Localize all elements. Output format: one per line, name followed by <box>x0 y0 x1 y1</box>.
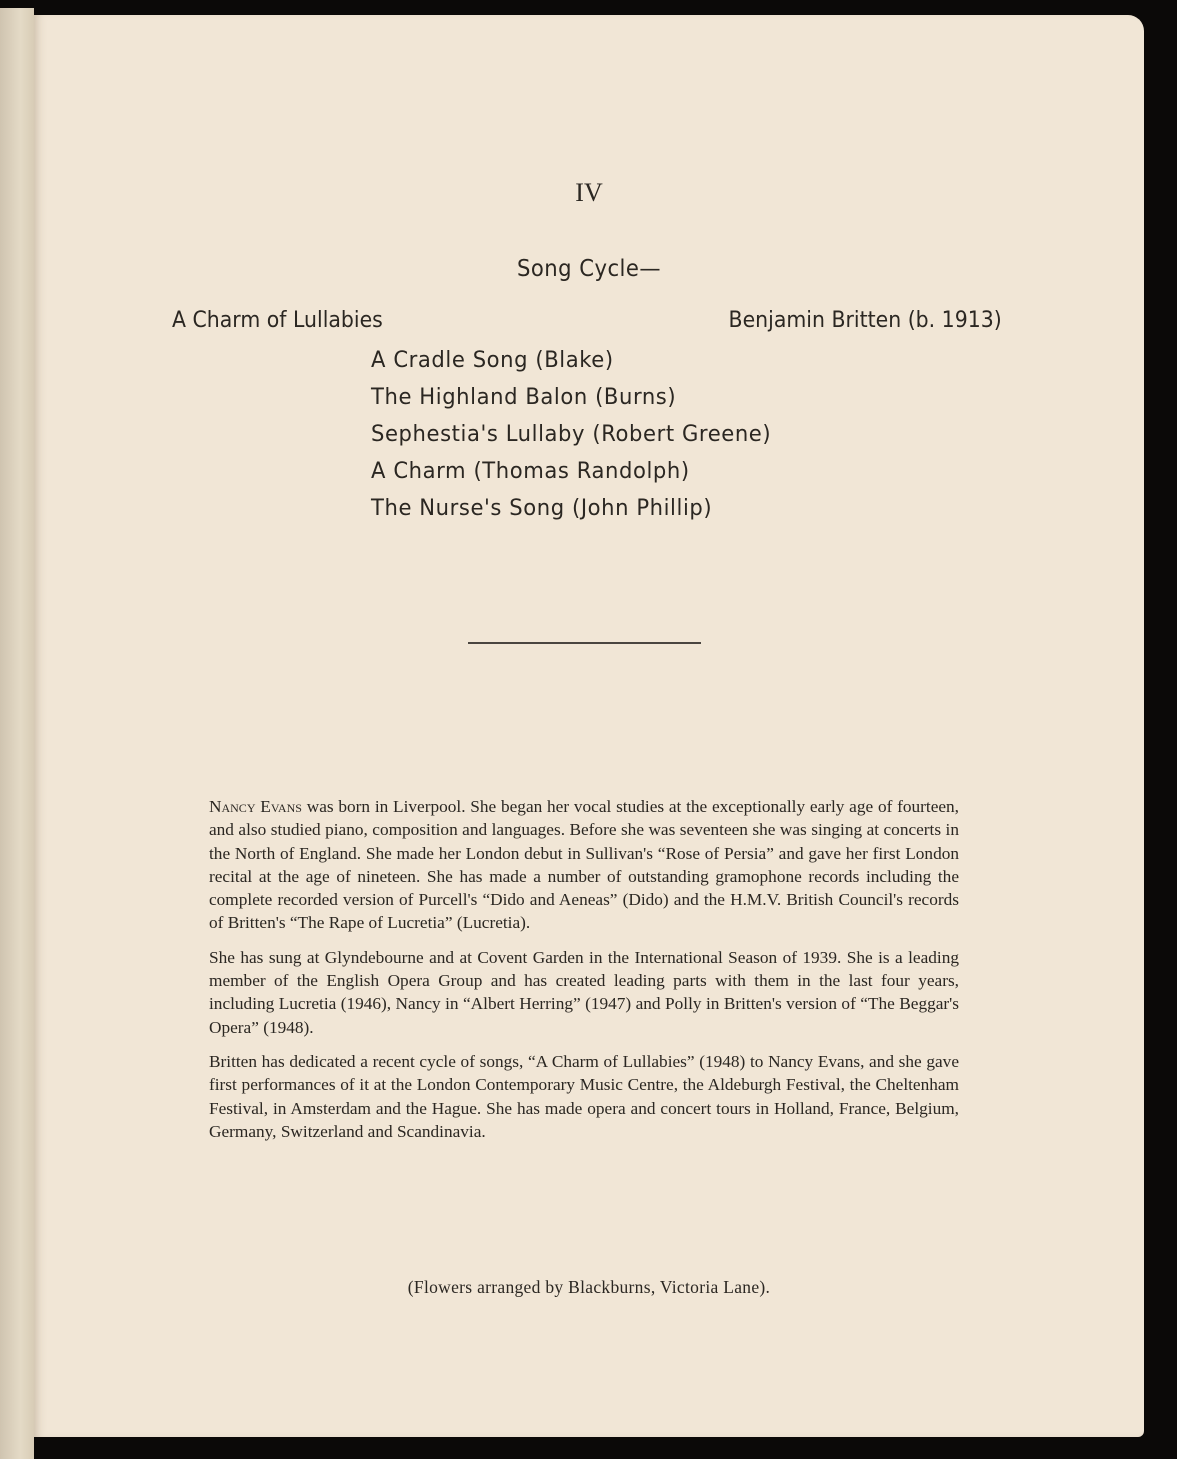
facing-page-edge <box>0 8 34 1459</box>
song-item: The Nurse's Song (John Phillip) <box>371 496 713 521</box>
song-item: A Charm (Thomas Randolph) <box>371 459 690 484</box>
song-item: Sephestia's Lullaby (Robert Greene) <box>371 422 772 447</box>
song-item: A Cradle Song (Blake) <box>371 348 614 373</box>
program-page <box>34 15 1144 1437</box>
work-composer: Benjamin Britten (b. 1913) <box>728 308 1002 333</box>
artist-biography <box>209 795 959 1154</box>
section-divider <box>468 642 701 644</box>
song-list <box>371 345 788 530</box>
work-title: A Charm of Lullabies <box>172 308 383 333</box>
bio-paragraph-text: was born in Liverpool. She began her vocal studies at the exceptionally early age of fourteen, and also studied piano, composition and languages. Before she was seventeen she was singing at concerts in the North of England. She made her London debut in Sullivan's “Rose of Persia” and gave her first London recital at the age of nineteen. She has made a number of outstanding gramophone records including the complete recorded version of Purcell's “Dido and Aeneas” (Dido) and the H.M.V. British Council's records of Britten's “The Rape of Lucretia” (Lucretia). <box>209 797 960 933</box>
footer-note: (Flowers arranged by Blackburns, Victoria Lane). <box>407 1277 771 1297</box>
bio-paragraph <box>209 795 959 935</box>
bio-paragraph: Britten has dedicated a recent cycle of songs, “A Charm of Lullabies” (1948) to Nancy Evans, and she gave first performances of it at the London Contemporary Music Centre, the Aldeburgh Festival, the Cheltenham Festival, in Amsterdam and the Hague. She has made opera and concert tours in Holland, France, Belgium, Germany, Switzerland and Scandinavia. <box>209 1051 959 1141</box>
artist-name: Nancy Evans <box>209 797 302 816</box>
section-heading: Song Cycle— <box>516 256 662 282</box>
bio-paragraph: She has sung at Glyndebourne and at Covent Garden in the International Season of 1939. She is a leading member of the English Opera Group and has created leading parts with them in the last four years, including Lucretia (1946), Nancy in “Albert Herring” (1947) and Polly in Britten's version of “The Beggar's Opera” (1948). <box>209 947 959 1037</box>
section-number: IV <box>575 178 603 207</box>
song-item: The Highland Balon (Burns) <box>371 385 677 410</box>
